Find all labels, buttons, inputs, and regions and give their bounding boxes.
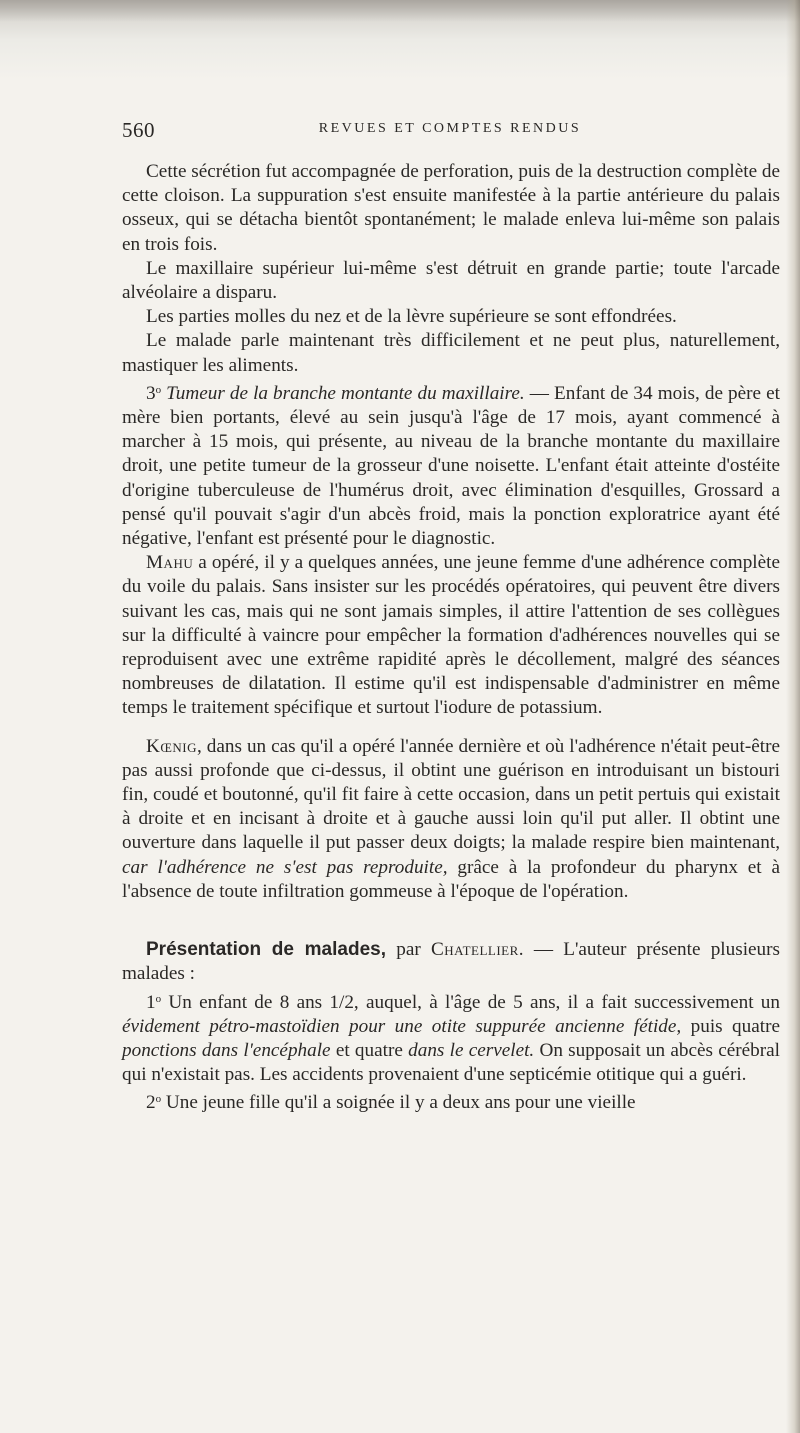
page-number: 560 [122, 118, 155, 142]
paragraph-tumeur [122, 378, 780, 551]
body-text [122, 160, 780, 1116]
paragraph-malade-parle: Le malade parle maintenant très difficilement et ne peut plus, naturellement, mastiquer les aliments. [122, 330, 780, 376]
ordinal-sup: o [155, 383, 162, 396]
text-part-d: On supposait un abcès cérébral qui n'existait pas. Les accidents provenaient d'une septicémie otitique qui a guéri. [122, 1039, 780, 1086]
case-text: — Enfant de 34 mois, de père et mère bien portants, élevé au sein jusqu'à l'âge de 17 mois, ayant commencé à marcher à 15 mois, qui présente, au niveau de la branche montante du maxillaire droit, une petite tumeur de la grosseur d'une noisette. L'enfant était atteinte d'ostéite d'origine tuberculeuse de l'humérus droit, avec élimination d'esquilles, Grossard a pensé qu'il pouvait s'agir d'un abcès froid, mais la ponction exploratrice ayant été négative, l'enfant est présenté pour le diagnostic. [122, 382, 780, 550]
ordinal-sup: o [155, 1093, 162, 1106]
paragraph-case-2 [122, 1087, 780, 1115]
paragraph-mahu [122, 551, 780, 720]
running-head: REVUES ET COMPTES RENDUS [318, 121, 582, 136]
item-number: 3 [146, 382, 156, 404]
paragraph-text: , dans un cas qu'il a opéré l'année dernière et où l'adhérence n'était peut-être pas aussi profonde que ci-dessus, il obtint une guérison en introduisant un bistouri fin, coudé et boutonné, qu'il fit faire à cette occasion, dans un petit pertuis qui existait à droite et en incisant à droite et à gauche aussi loin qu'il put aller. Il obtint une ouverture dans laquelle il put passer deux doigts; la malade respire bien maintenant, [122, 735, 780, 854]
author-name: Kœnig [146, 735, 198, 757]
italic-phrase: car l'adhérence ne s'est pas reproduite, [122, 856, 448, 878]
paragraph-secretion: Cette sécrétion fut accompagnée de perforation, puis de la destruction complète de cette cloison. La suppuration s'est ensuite manifestée à la partie antérieure du palais osseux, qui se détacha bientôt spontanément; le malade enleva lui-même son palais en trois fois. [122, 161, 781, 255]
italic-part-b: ponctions dans l'encéphale [122, 1039, 331, 1061]
case-title: Tumeur de la branche montante du maxillaire. [166, 382, 525, 404]
page-header [120, 118, 780, 148]
italic-part-c: dans le cervelet. [408, 1039, 535, 1061]
author-name: Chatellier [430, 939, 519, 961]
page-right-edge [786, 0, 800, 1433]
paragraph-text: Une jeune fille qu'il a soignée il y a deux ans pour une vieille [161, 1092, 636, 1114]
paragraph-koenig [122, 735, 780, 904]
paragraph-presentation [122, 938, 780, 986]
page-top-shadow [0, 0, 800, 22]
italic-part-a: évidement pétro-mastoïdien pour une otite suppurée ancienne fétide, [122, 1015, 682, 1037]
section-title: Présentation de malades, [146, 939, 386, 961]
paragraph-parties-molles: Les parties molles du nez et de la lèvre supérieure se sont effondrées. [146, 306, 677, 328]
author-name: Mahu [146, 552, 194, 574]
item-number: 2 [146, 1092, 156, 1114]
ordinal-sup: o [155, 992, 162, 1005]
by-word: par [386, 939, 431, 961]
paragraph-text: a opéré, il y a quelques années, une jeune femme d'une adhérence complète du voile du palais. Sans insister sur les procédés opératoires, qui peuvent être divers suivant les cas, mais qui ne sont jamais simples, il attire l'attention de ses collègues sur la difficulté à vaincre pour empêcher la formation d'adhérences nouvelles qui se reproduisent avec une extrême rapidité après le décollement, malgré des séances nombreuses de dilatation. Il estime qu'il est indispensable d'administrer en même temps le traitement spécifique et surtout l'iodure de potassium. [122, 552, 780, 719]
paragraph-maxillaire: Le maxillaire supérieur lui-même s'est détruit en grande partie; toute l'arcade alvéolaire a disparu. [122, 257, 780, 304]
paragraph-text-end: grâce à la profondeur du pharynx et à l'absence de toute infiltration gommeuse à l'époque de l'opération. [122, 856, 781, 902]
text-part-c: et quatre [330, 1039, 409, 1061]
item-number: 1 [146, 991, 156, 1013]
paragraph-case-1 [122, 987, 780, 1088]
paragraph-text: . — L'auteur présente plusieurs malades : [122, 939, 780, 985]
text-part-b: puis quatre [681, 1015, 780, 1037]
text-part-a: Un enfant de 8 ans 1/2, auquel, à l'âge de 5 ans, il a fait successivement un [161, 991, 780, 1013]
